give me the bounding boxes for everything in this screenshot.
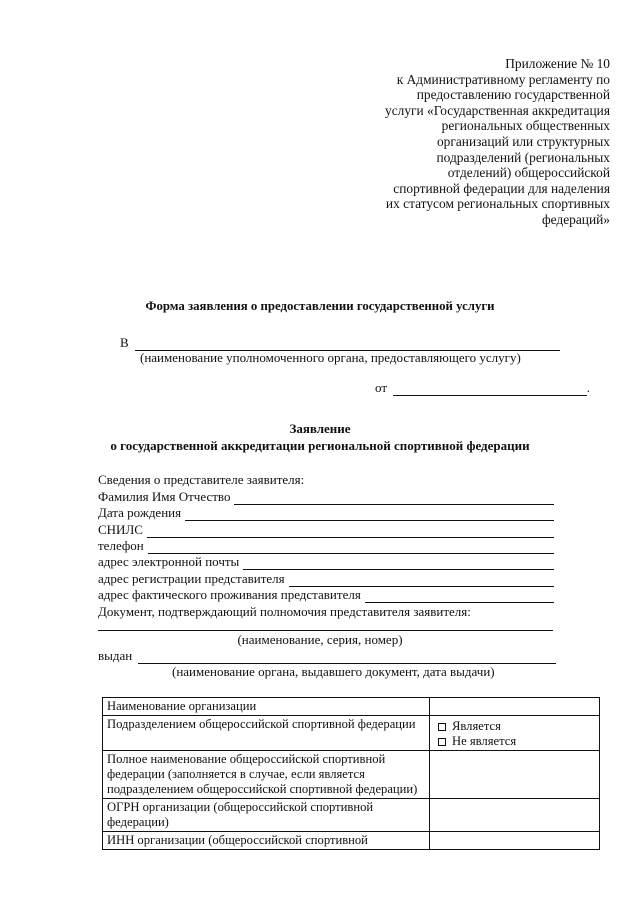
field-label: Фамилия Имя Отчество xyxy=(98,488,231,504)
full-name-field[interactable] xyxy=(234,492,554,505)
field-row-birth-date xyxy=(98,505,554,521)
row-label: Полное наименование общероссийской спортивной федерации (заполняется в случае, если является подразделением общероссийской спортивной федерации) xyxy=(103,751,430,799)
inn-cell[interactable] xyxy=(430,832,600,850)
field-row-snils xyxy=(98,521,554,537)
subdivision-options-cell xyxy=(430,716,600,751)
table-row xyxy=(103,716,600,751)
representative-heading-text: Сведения о представителе заявителя: xyxy=(98,472,305,488)
appendix-line: федераций» xyxy=(541,211,610,227)
from-prefix: от xyxy=(375,380,388,395)
federation-name-cell[interactable] xyxy=(430,751,600,799)
statement-title: Заявление xyxy=(289,421,351,436)
appendix-line: предоставлению государственной xyxy=(416,87,610,103)
issued-field[interactable] xyxy=(138,651,556,664)
issued-label: выдан xyxy=(98,648,133,663)
option-label: Не является xyxy=(452,734,517,748)
field-label: Дата рождения xyxy=(98,505,182,521)
issued-row xyxy=(98,648,556,664)
email-field[interactable] xyxy=(243,557,554,570)
field-row-phone xyxy=(98,538,554,554)
field-label: адрес электронной почты xyxy=(98,554,240,570)
table-row xyxy=(103,698,600,716)
from-field[interactable] xyxy=(393,383,587,396)
field-row-registration-address xyxy=(98,570,554,586)
document-caption: (наименование, серия, номер) xyxy=(237,632,403,647)
table-row xyxy=(103,799,600,832)
appendix-line: отделений) общероссийской xyxy=(447,165,610,181)
ogrn-cell[interactable] xyxy=(430,799,600,832)
from-suffix: . xyxy=(586,380,590,395)
registration-address-field[interactable] xyxy=(289,574,554,587)
phone-field[interactable] xyxy=(148,541,554,554)
option-label: Является xyxy=(452,719,501,733)
row-label: ИНН организации (общероссийской спортивной xyxy=(103,832,430,850)
document-field[interactable] xyxy=(98,618,553,631)
field-row-full-name xyxy=(98,488,554,504)
appendix-line: к Административному регламенту по xyxy=(396,71,610,87)
actual-address-field[interactable] xyxy=(365,590,554,603)
row-label: Наименование организации xyxy=(103,698,430,716)
from-row xyxy=(375,380,590,396)
row-label: ОГРН организации (общероссийской спортивной федерации) xyxy=(103,799,430,832)
appendix-line: организаций или структурных xyxy=(436,133,610,149)
to-authority-caption: (наименование уполномоченного органа, предоставляющего услугу) xyxy=(140,350,521,365)
to-authority-row xyxy=(120,335,560,351)
snils-field[interactable] xyxy=(147,525,554,538)
appendix-line: услуги «Государственная аккредитация xyxy=(385,102,610,118)
org-name-cell[interactable] xyxy=(430,698,600,716)
representative-fields xyxy=(98,472,554,620)
table-row xyxy=(103,751,600,799)
field-label: адрес фактического проживания представителя xyxy=(98,587,361,603)
document-label: Документ, подтверждающий полномочия представителя заявителя: xyxy=(98,603,471,619)
field-row-email xyxy=(98,554,554,570)
appendix-header xyxy=(360,56,610,228)
form-title: Форма заявления о предоставлении государственной услуги xyxy=(145,299,495,313)
representative-heading xyxy=(98,472,554,488)
statement-subtitle: о государственной аккредитации региональной спортивной федерации xyxy=(110,438,530,453)
statement-title-block xyxy=(0,420,640,454)
issued-caption: (наименование органа, выдавшего документ, дата выдачи) xyxy=(172,664,495,679)
field-row-actual-address xyxy=(98,587,554,603)
appendix-line: подразделений (региональных xyxy=(436,149,610,165)
field-label: адрес регистрации представителя xyxy=(98,570,285,586)
table-row xyxy=(103,832,600,850)
appendix-line: их статусом региональных спортивных xyxy=(385,196,610,212)
field-label: телефон xyxy=(98,537,144,553)
appendix-line: Приложение № 10 xyxy=(505,56,610,71)
checkbox-icon[interactable] xyxy=(438,723,446,731)
birth-date-field[interactable] xyxy=(185,508,554,521)
row-label: Подразделением общероссийской спортивной федерации xyxy=(103,716,430,751)
checkbox-icon[interactable] xyxy=(438,738,446,746)
appendix-line: спортивной федерации для наделения xyxy=(393,180,610,196)
to-prefix: В xyxy=(120,335,129,350)
appendix-line: региональных общественных xyxy=(441,118,610,134)
organization-table xyxy=(102,697,600,850)
option-is-not[interactable] xyxy=(434,734,595,749)
field-label: СНИЛС xyxy=(98,521,143,537)
option-is[interactable] xyxy=(434,719,595,734)
